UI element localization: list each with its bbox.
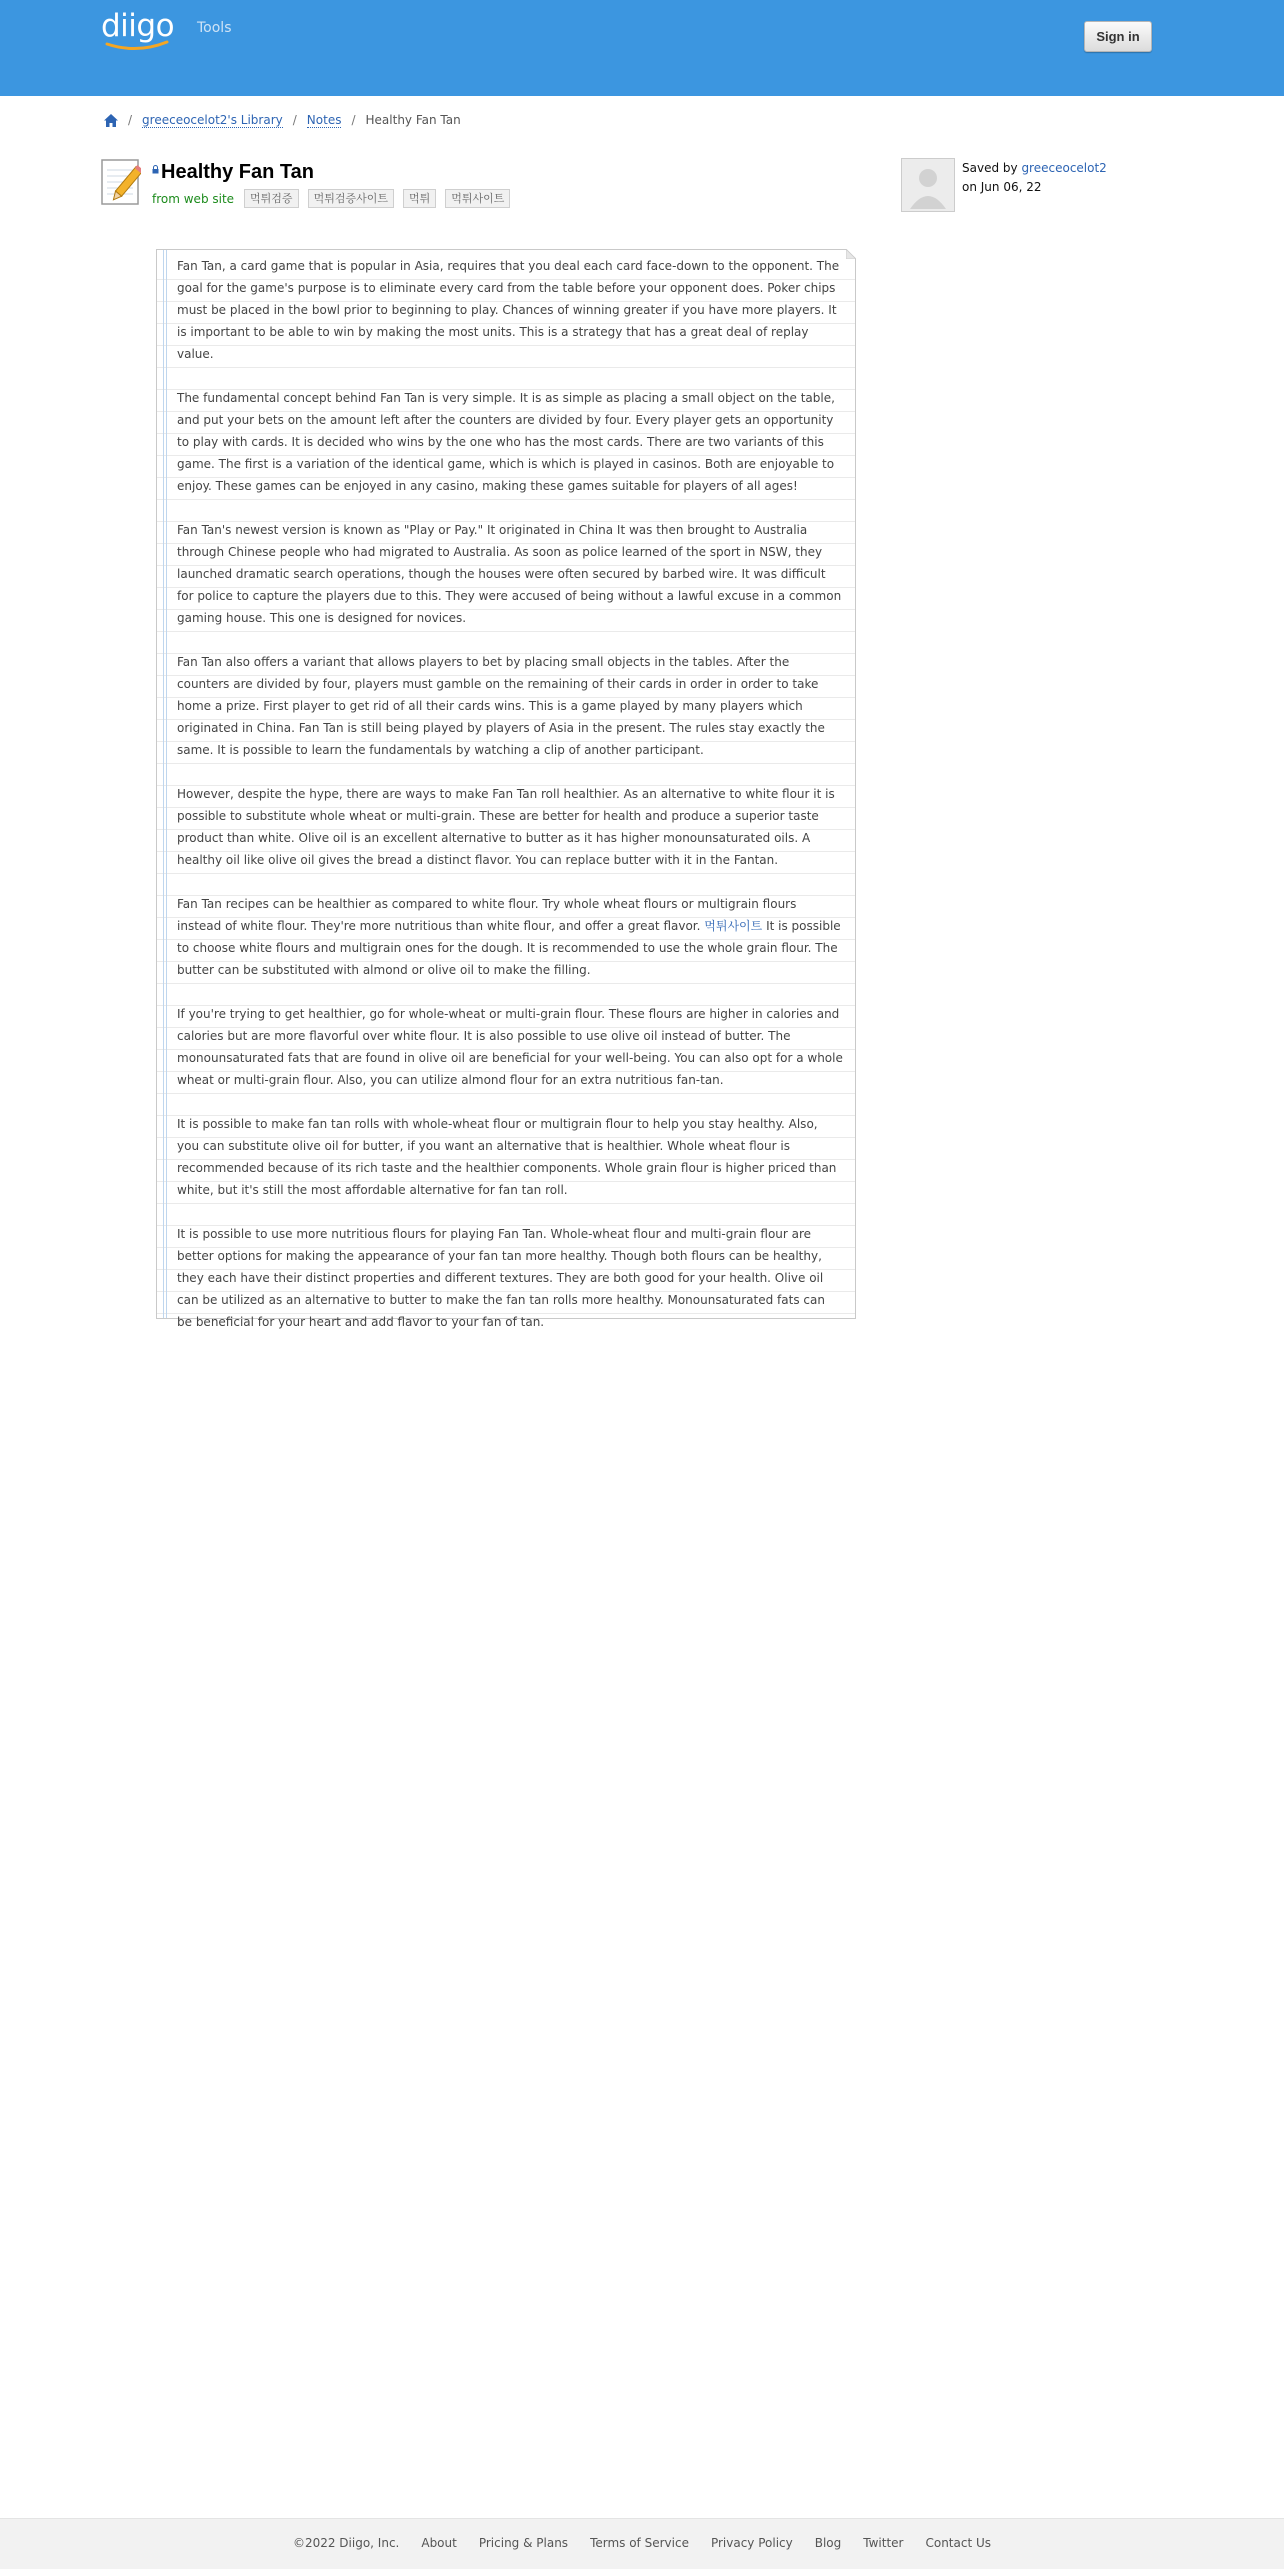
note-source: from web site: [152, 191, 235, 206]
note-title-row: [152, 161, 314, 184]
paper-margin-line: [163, 250, 164, 1318]
breadcrumb-notes-link[interactable]: Notes: [306, 112, 342, 127]
note-paragraph: However, despite the hype, there are ways to make Fan Tan roll healthier. As an alternative to white flour it is possible to substitute whole wheat or multi-grain. These are better for health and produce a superior taste product than white. Olive oil is an excellent alternative to butter as it has higher monounsaturated oils. A healthy oil like olive oil gives the bread a distinct flavor. You can replace butter with it in the Fantan.: [177, 787, 835, 867]
sign-in-button[interactable]: Sign in: [1084, 21, 1152, 52]
footer-link-terms[interactable]: Terms of Service: [590, 2536, 689, 2550]
nav-tools-link[interactable]: Tools: [197, 20, 232, 36]
saved-by-user-link[interactable]: greeceocelot2: [1021, 161, 1107, 175]
note-body: [177, 255, 843, 1355]
note-paragraph: Fan Tan also offers a variant that allows players to bet by placing small objects in the tables. After the counters are divided by four, players must gamble on the remaining of their cards in order in order to take home a prize. First player to get rid of all their cards wins. This is a game played by many players which originated in China. Fan Tan is still being played by players of Asia in the present. The rules stay exactly the same. It is possible to learn the fundamentals by watching a clip of another participant.: [177, 655, 825, 757]
footer: [0, 2518, 1284, 2569]
breadcrumb-separator: /: [128, 113, 133, 127]
note-paragraph: The fundamental concept behind Fan Tan is very simple. It is as simple as placing a small object on the table, and put your bets on the amount left after the counters are divided by four. Every player gets an opportunity to play with cards. It is decided who wins by the one who has the most cards. There are two variants of this game. The first is a variation of the identical game, which is which is played in casinos. Both are enjoyable to enjoy. These games can be enjoyed in any casino, making these games suitable for players of all ages!: [177, 391, 835, 493]
footer-link-twitter[interactable]: Twitter: [863, 2536, 904, 2550]
note-paragraph: [177, 893, 843, 981]
tag[interactable]: 먹튀검증사이트: [308, 189, 394, 208]
footer-link-contact[interactable]: Contact Us: [925, 2536, 992, 2550]
paragraph-text: Fan Tan recipes can be healthier as compared to white flour. Try whole wheat flours or multigrain flours instead of white flour. They're more nutritious than white flour, and offer a great flavor.: [177, 897, 797, 933]
avatar[interactable]: [901, 158, 955, 212]
paper-margin-line: [166, 250, 167, 1318]
saved-info: [962, 159, 1107, 197]
note-meta: [152, 189, 519, 208]
diigo-logo[interactable]: [101, 10, 173, 46]
footer-links: [0, 2536, 1284, 2550]
note-pencil-icon: [101, 158, 141, 206]
top-header: [0, 0, 1284, 96]
home-icon[interactable]: [104, 114, 118, 127]
lock-icon: [152, 165, 159, 174]
note-paragraph: It is possible to make fan tan rolls with whole-wheat flour or multigrain flour to help you stay healthy. Also, you can substitute olive oil for butter, if you want an alternative that is healthier. Whole wheat flour is recommended because of its rich taste and the healthier components. Whole grain flour is higher priced than white, but it's still the most affordable alternative for fan tan roll.: [177, 1117, 837, 1197]
note-paragraph: If you're trying to get healthier, go for whole-wheat or multi-grain flour. These flours are higher in calories and calories but are more flavorful over white flour. It is also possible to use olive oil instead of butter. The monounsaturated fats that are found in olive oil are beneficial for your well-being. You can also opt for a whole wheat or multi-grain flour. Also, you can utilize almond flour for an extra nutritious fan-tan.: [177, 1007, 843, 1087]
note-paragraph: Fan Tan's newest version is known as "Play or Pay." It originated in China It was then brought to Australia through Chinese people who had migrated to Australia. As soon as police learned of the sport in NSW, they launched dramatic search operations, though the houses were often secured by barbed wire. It was difficult for police to capture the players due to this. They were accused of being without a lawful excuse in a common gaming house. This one is designed for novices.: [177, 523, 842, 625]
breadcrumb-library-link[interactable]: greeceocelot2's Library: [142, 112, 283, 127]
user-placeholder-icon: [902, 159, 954, 211]
footer-link-pricing[interactable]: Pricing & Plans: [478, 2536, 569, 2550]
saved-by-label: Saved by: [962, 161, 1018, 175]
note-paragraph: Fan Tan, a card game that is popular in Asia, requires that you deal each card face-down to the opponent. The goal for the game's purpose is to eliminate every card from the table before your opponent does. Poker chips must be placed in the bowl prior to beginning to play. Chances of winning greater if you have more players. It is important to be able to win by making the most units. This is a strategy that has a great deal of replay value.: [177, 259, 840, 361]
note-paper: [156, 249, 856, 1329]
tag[interactable]: 먹튀: [403, 189, 436, 208]
footer-link-blog[interactable]: Blog: [814, 2536, 842, 2550]
breadcrumb-separator: /: [351, 113, 356, 127]
logo-text: diigo: [101, 8, 175, 44]
saved-date: on Jun 06, 22: [962, 180, 1042, 194]
page-fold-icon: [846, 249, 856, 259]
paragraph-text: It is possible to choose white flours and multigrain ones for the dough. It is recommended to use the whole grain flour. The butter can be substituted with almond or olive oil to make the filling.: [177, 919, 841, 977]
note-paragraph: It is possible to use more nutritious flours for playing Fan Tan. Whole-wheat flour and multi-grain flour are better options for making the appearance of your fan tan more healthy. Though both flours can be healthy, they each have their distinct properties and different textures. They are both good for your health. Olive oil can be utilized as an alternative to butter to make the fan tan rolls more healthy. Monounsaturated fats can be beneficial for your heart and add flavor to your fan of tan.: [177, 1227, 825, 1329]
footer-link-privacy[interactable]: Privacy Policy: [710, 2536, 793, 2550]
note-title: Healthy Fan Tan: [161, 161, 314, 183]
footer-copyright: ©2022 Diigo, Inc.: [292, 2536, 400, 2550]
breadcrumb-current: Healthy Fan Tan: [365, 113, 461, 127]
logo-swoosh-icon: [105, 40, 169, 52]
tag[interactable]: 먹튀사이트: [445, 189, 510, 208]
inline-link[interactable]: 먹튀사이트: [704, 919, 763, 933]
tag[interactable]: 먹튀검증: [244, 189, 299, 208]
footer-link-about[interactable]: About: [421, 2536, 457, 2550]
breadcrumb-separator: /: [292, 113, 297, 127]
breadcrumb: [104, 110, 461, 130]
